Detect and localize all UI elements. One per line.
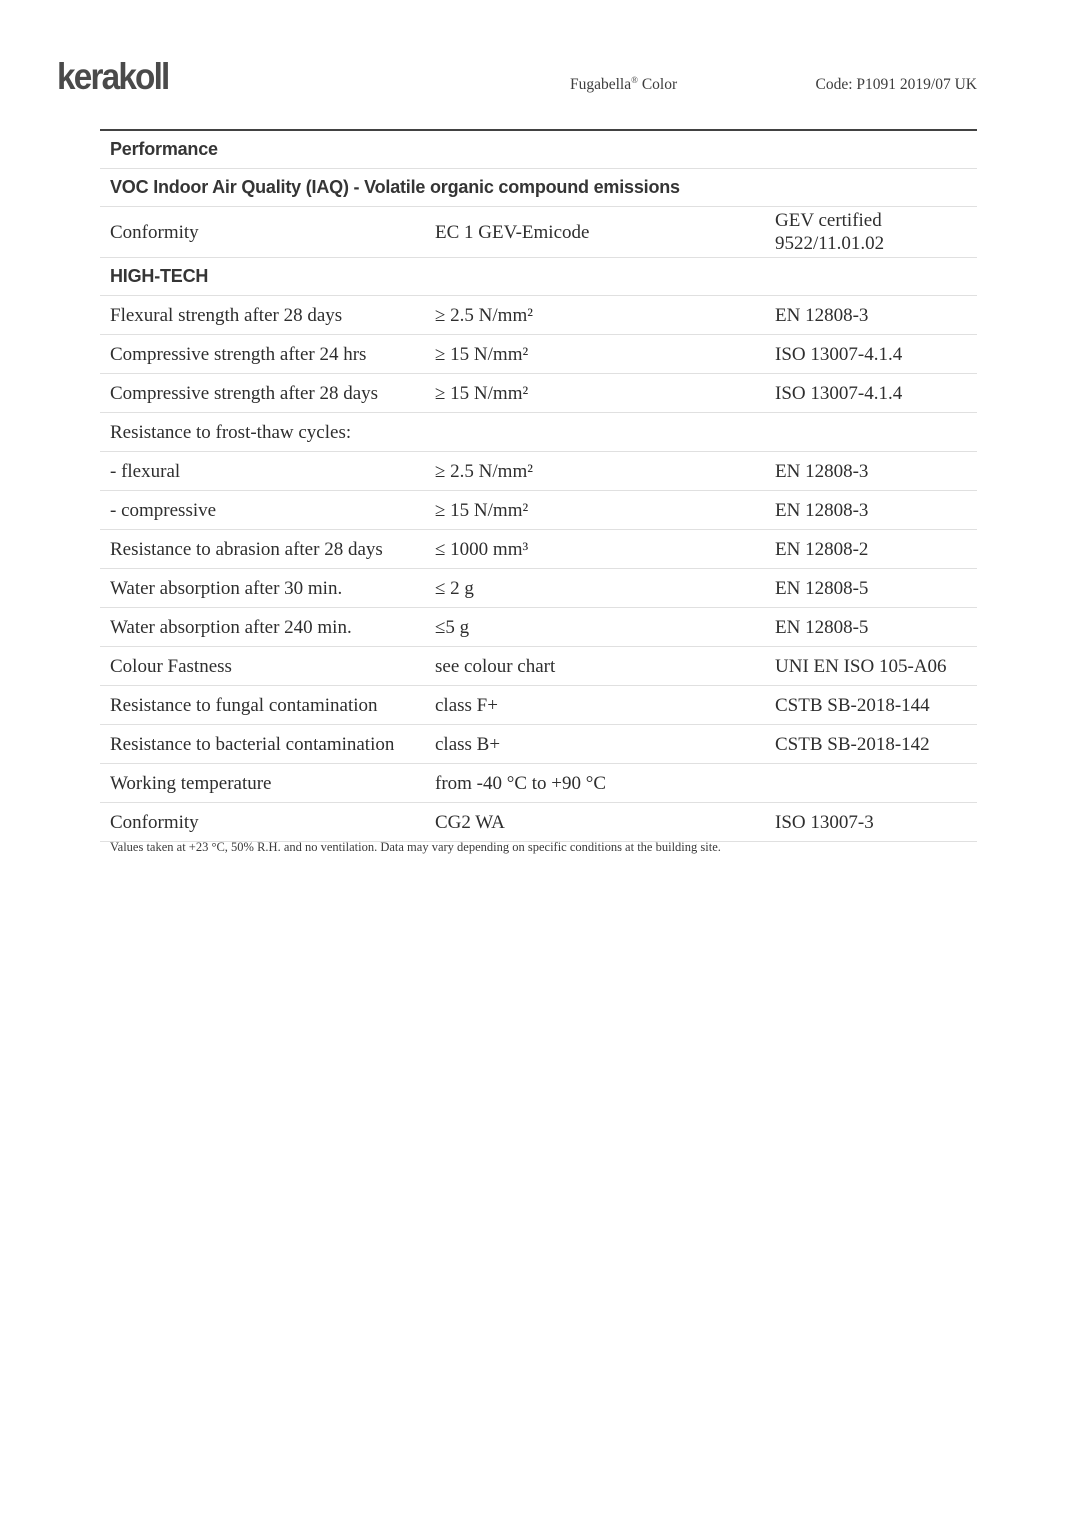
standard-cell: EN 12808-3	[775, 304, 869, 326]
standard-cell: UNI EN ISO 105-A06	[775, 655, 947, 677]
standard-line-1: GEV certified	[775, 210, 882, 231]
property-cell: Working temperature	[110, 772, 272, 794]
property-cell: Resistance to fungal contamination	[110, 694, 378, 716]
standard-line-2: 9522/11.01.02	[775, 233, 885, 254]
kerakoll-logo: kerakoll	[57, 56, 169, 97]
table-row	[100, 569, 977, 608]
value-cell: ≤ 2 g	[435, 577, 474, 599]
table-row	[100, 491, 977, 530]
table-row	[100, 335, 977, 374]
table-row	[100, 374, 977, 413]
table-row	[100, 296, 977, 335]
value-cell: ≥ 15 N/mm²	[435, 343, 529, 365]
table-row	[100, 608, 977, 647]
table-row	[100, 803, 977, 842]
standard-cell: CSTB SB-2018-142	[775, 733, 930, 755]
property-cell: - flexural	[110, 460, 181, 482]
table-row	[100, 452, 977, 491]
table-row	[100, 207, 977, 258]
property-cell: Water absorption after 30 min.	[110, 577, 343, 599]
value-cell: see colour chart	[435, 655, 556, 677]
standard-cell: CSTB SB-2018-144	[775, 694, 930, 716]
table-row	[100, 725, 977, 764]
value-cell: ≥ 15 N/mm²	[435, 382, 529, 404]
section-header-hightech	[100, 258, 977, 296]
footnote: Values taken at +23 °C, 50% R.H. and no ventilation. Data may vary depending on specific conditions at the building site.	[110, 840, 721, 854]
standard-cell: ISO 13007-4.1.4	[775, 343, 903, 365]
property-cell: Compressive strength after 24 hrs	[110, 343, 367, 365]
section-title: VOC Indoor Air Quality (IAQ) - Volatile organic compound emissions	[110, 177, 680, 197]
table-row	[100, 413, 977, 452]
value-cell: ≥ 2.5 N/mm²	[435, 460, 533, 482]
product-name-rest: Color	[637, 76, 678, 93]
value-cell: EC 1 GEV-Emicode	[435, 221, 590, 243]
standard-cell: ISO 13007-3	[775, 811, 874, 833]
document-code: Code: P1091 2019/07 UK	[815, 76, 977, 93]
section-header-voc	[100, 169, 977, 207]
standard-cell: EN 12808-3	[775, 499, 869, 521]
registered-mark: ®	[631, 74, 638, 85]
property-cell: Flexural strength after 28 days	[110, 304, 343, 326]
table-row	[100, 647, 977, 686]
standard-cell: EN 12808-2	[775, 538, 869, 560]
property-cell: Water absorption after 240 min.	[110, 616, 352, 638]
standard-cell: ISO 13007-4.1.4	[775, 382, 903, 404]
section-header-performance	[100, 131, 977, 169]
section-title: Performance	[110, 139, 218, 159]
table-row	[100, 764, 977, 803]
value-cell: class F+	[435, 694, 498, 716]
table-row	[100, 530, 977, 569]
property-cell: Resistance to bacterial contamination	[110, 733, 395, 755]
property-cell: Conformity	[110, 811, 199, 833]
performance-table	[100, 129, 977, 842]
section-title: HIGH-TECH	[110, 266, 209, 286]
product-name	[570, 76, 677, 94]
standard-cell: EN 12808-3	[775, 460, 869, 482]
value-cell: ≤ 1000 mm³	[435, 538, 529, 560]
value-cell: ≥ 15 N/mm²	[435, 499, 529, 521]
property-cell: - compressive	[110, 499, 217, 521]
value-cell: from -40 °C to +90 °C	[435, 772, 607, 794]
property-cell: Resistance to abrasion after 28 days	[110, 538, 383, 560]
standard-cell: EN 12808-5	[775, 577, 869, 599]
property-cell: Resistance to frost-thaw cycles:	[110, 421, 352, 443]
table-row	[100, 686, 977, 725]
property-cell: Conformity	[110, 221, 199, 243]
value-cell: class B+	[435, 733, 501, 755]
value-cell: ≥ 2.5 N/mm²	[435, 304, 533, 326]
standard-cell	[775, 209, 977, 255]
standard-cell: EN 12808-5	[775, 616, 869, 638]
value-cell: CG2 WA	[435, 811, 505, 833]
property-cell: Colour Fastness	[110, 655, 232, 677]
value-cell: ≤5 g	[435, 616, 470, 638]
product-name-base: Fugabella	[570, 76, 632, 93]
property-cell: Compressive strength after 28 days	[110, 382, 379, 404]
